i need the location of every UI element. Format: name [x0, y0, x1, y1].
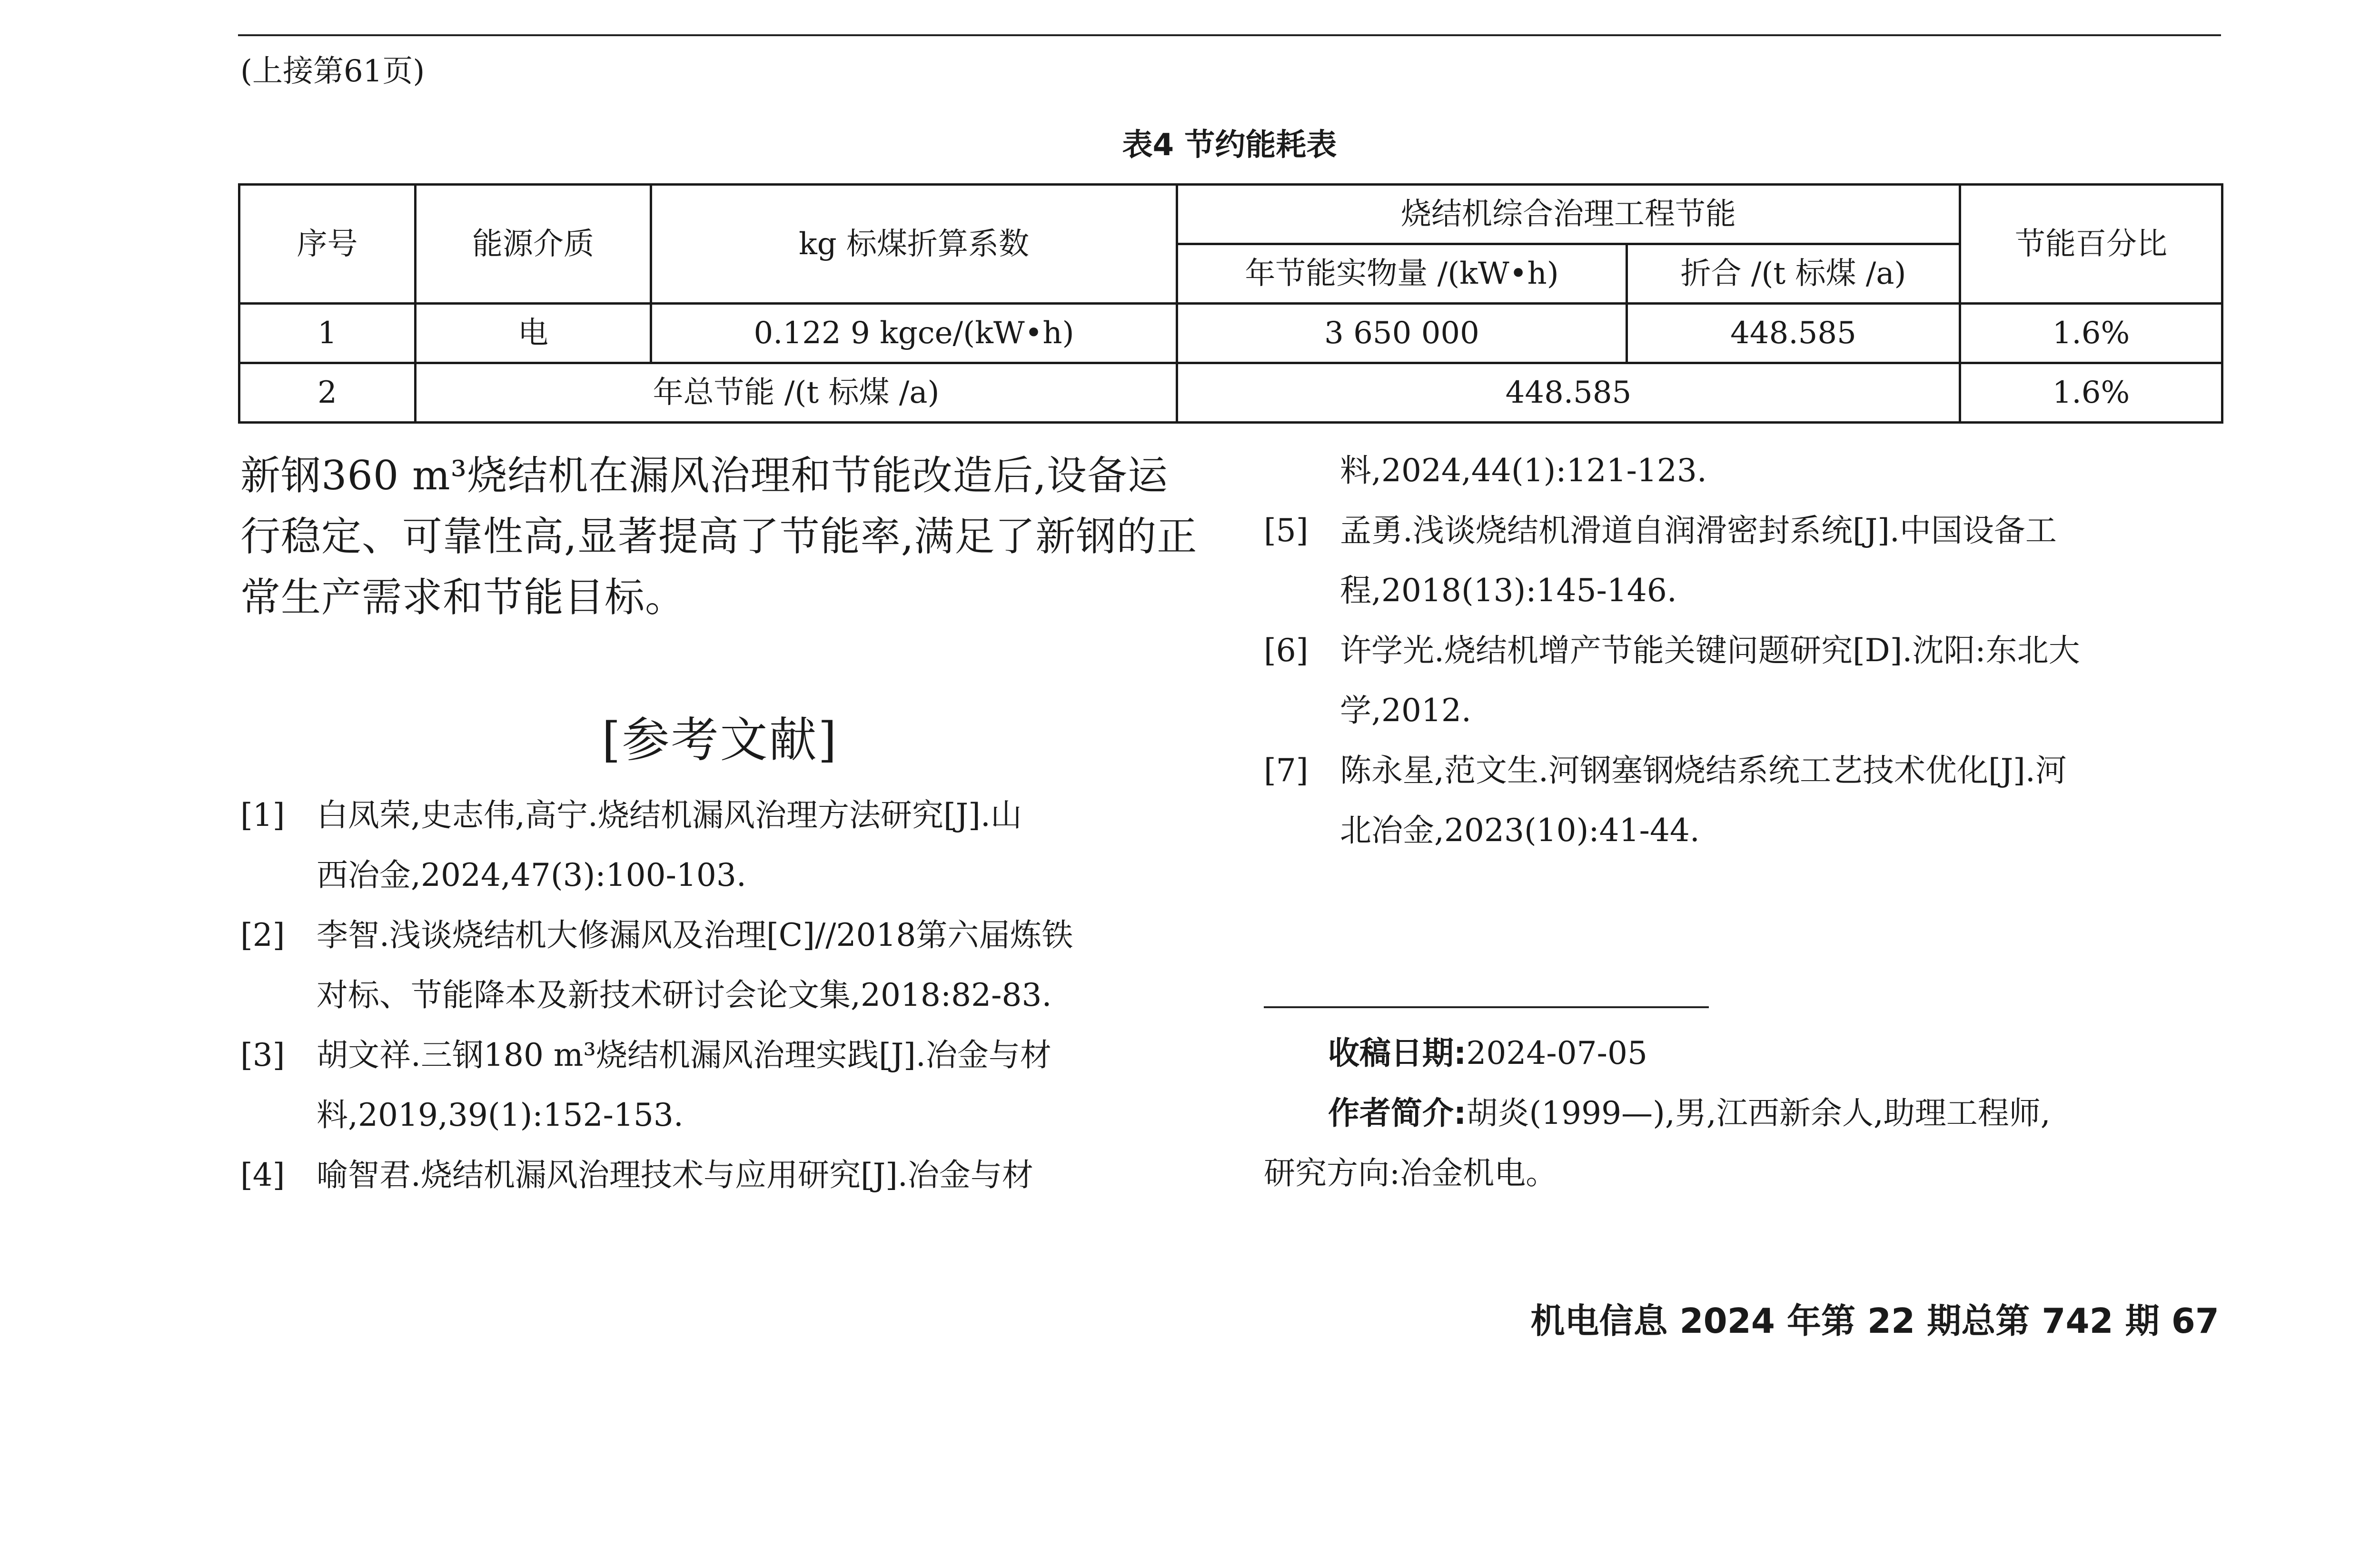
continued-from-note: (上接第61页) [240, 54, 425, 89]
cell-total-value: 448.585 [1177, 363, 1960, 423]
reference-number: [4] [240, 1157, 285, 1193]
cell-percent: 1.6% [1960, 304, 2222, 363]
cell-converted: 448.585 [1627, 304, 1960, 363]
reference-text: 李智.浅谈烧结机大修漏风及治理[C]//2018第六届炼铁 [317, 917, 1073, 953]
reference-number: [3] [240, 1037, 285, 1073]
top-rule [238, 34, 2221, 36]
reference-number: [2] [240, 917, 285, 953]
running-footer: 机电信息 2024 年第 22 期总第 742 期 67 [1530, 1301, 2219, 1341]
table-header-row [239, 185, 2222, 244]
author-bio-continuation: 研究方向:冶金机电。 [1264, 1155, 1557, 1191]
header-annual-savings: 年节能实物量 /(kW•h) [1177, 244, 1627, 304]
reference-text: 孟勇.浅谈烧结机滑道自润滑密封系统[J].中国设备工 [1340, 512, 2057, 549]
reference-number: [6] [1264, 632, 1309, 669]
header-converted: 折合 /(t 标煤 /a) [1627, 244, 1960, 304]
references-heading: [参考文献] [602, 712, 838, 768]
reference-text: 西冶金,2024,47(3):100-103. [317, 857, 746, 893]
header-factor: kg 标煤折算系数 [651, 185, 1177, 304]
reference-number: [7] [1264, 752, 1309, 789]
header-medium: 能源介质 [416, 185, 651, 304]
reference-text: 料,2024,44(1):121-123. [1340, 452, 1707, 489]
cell-seq: 2 [239, 363, 416, 423]
reference-text: 学,2012. [1340, 692, 1471, 729]
received-value: 2024-07-05 [1466, 1035, 1647, 1071]
reference-text: 胡文祥.三钢180 m³烧结机漏风治理实践[J].冶金与材 [317, 1037, 1051, 1073]
reference-text: 喻智君.烧结机漏风治理技术与应用研究[J].冶金与材 [317, 1157, 1033, 1193]
header-percent: 节能百分比 [1960, 185, 2222, 304]
body-paragraph: 新钢360 m³烧结机在漏风治理和节能改造后,设备运行稳定、可靠性高,显著提高了节能率,满足了新钢的正常生产需求和节能目标。 [240, 452, 1198, 621]
author-label: 作者简介: [1328, 1095, 1467, 1131]
cell-total-label: 年总节能 /(t 标煤 /a) [416, 363, 1177, 423]
author-bio [1328, 1083, 2051, 1143]
header-seq: 序号 [239, 185, 416, 304]
reference-number: [5] [1264, 512, 1309, 549]
reference-text: 对标、节能降本及新技术研讨会论文集,2018:82-83. [317, 977, 1052, 1013]
cell-factor: 0.122 9 kgce/(kW•h) [651, 304, 1177, 363]
cell-percent: 1.6% [1960, 363, 2222, 423]
reference-text: 程,2018(13):145-146. [1340, 572, 1677, 609]
cell-seq: 1 [239, 304, 416, 363]
reference-text: 白凤荣,史志伟,高宁.烧结机漏风治理方法研究[J].山 [317, 797, 1022, 833]
cell-annual-savings: 3 650 000 [1177, 304, 1627, 363]
reference-text: 料,2019,39(1):152-153. [317, 1097, 684, 1133]
table-row [239, 363, 2222, 423]
table-caption: 表4 节约能耗表 [1122, 128, 1337, 163]
reference-text: 北冶金,2023(10):41-44. [1340, 812, 1700, 849]
received-date [1328, 1023, 1647, 1083]
footnote-rule [1264, 1006, 1709, 1008]
reference-text: 陈永星,范文生.河钢塞钢烧结系统工艺技术优化[J].河 [1340, 752, 2067, 789]
cell-medium: 电 [416, 304, 651, 363]
reference-text: 许学光.烧结机增产节能关键问题研究[D].沈阳:东北大 [1340, 632, 2080, 669]
table-row [239, 304, 2222, 363]
energy-saving-table [238, 183, 2223, 424]
reference-number: [1] [240, 797, 285, 833]
header-project-group: 烧结机综合治理工程节能 [1177, 185, 1960, 244]
author-bio-text: 胡炎(1999—),男,江西新余人,助理工程师, [1466, 1095, 2051, 1131]
received-label: 收稿日期: [1328, 1035, 1467, 1071]
